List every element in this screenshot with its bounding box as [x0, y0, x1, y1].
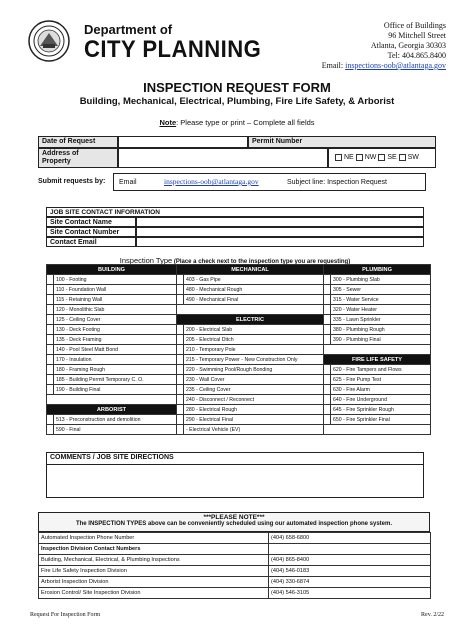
footer-right: Rev. 2/22 [421, 612, 444, 618]
fire-checkbox[interactable] [324, 375, 331, 385]
plumbing-header: PLUMBING [324, 265, 431, 275]
building-item: 135 - Deck Framing [54, 335, 177, 345]
building-item: 180 - Framing Rough [54, 365, 177, 375]
phone-number: (404) 546-0183 [269, 566, 431, 577]
permit-label-cell: Permit Number [248, 136, 436, 148]
building-checkbox[interactable] [47, 295, 54, 305]
electric-checkbox[interactable] [177, 405, 184, 415]
contact-row-name [46, 217, 424, 227]
arborist-item: 513 - Preconstruction and demolition [54, 415, 177, 425]
building-item: 120 - Monolithic Slab [54, 305, 177, 315]
phone-number: (404) 546-3105 [269, 588, 431, 599]
inspection-title-bold: Inspection Type [119, 256, 173, 265]
contact-number-input[interactable] [136, 227, 424, 237]
fire-item: 620 - Fire Tampers and Flows [331, 365, 431, 375]
footer-left: Request For Inspection Form [30, 612, 101, 618]
electric-checkbox[interactable] [177, 335, 184, 345]
phone-row-label: Erosion Control/ Site Inspection Division [39, 588, 269, 599]
electric-checkbox[interactable] [177, 425, 184, 435]
phone-number: (404) 658-6800 [269, 533, 431, 544]
office-email-label: Email: [321, 61, 344, 70]
phone-row-label: Building, Mechanical, Electrical, & Plumbing Inspections [39, 555, 269, 566]
building-checkbox[interactable] [47, 385, 54, 395]
date-input[interactable] [118, 136, 248, 148]
arborist-header: ARBORIST [47, 405, 177, 415]
direction-ne[interactable]: NE [335, 154, 354, 161]
arborist-checkbox[interactable] [47, 415, 54, 425]
plumbing-item: 335 - Lawn Sprinkler [331, 315, 431, 325]
mechanical-header: MECHANICAL [177, 265, 324, 275]
blank-cell [177, 305, 324, 315]
checkbox-icon [335, 154, 342, 161]
blank-cell [47, 395, 177, 405]
electric-item: 230 - Wall Cover [184, 375, 324, 385]
fire-checkbox[interactable] [324, 395, 331, 405]
phone-row-label: Fire Life Safety Inspection Division [39, 566, 269, 577]
building-checkbox[interactable] [47, 275, 54, 285]
electric-header: ELECTRIC [177, 315, 324, 325]
direction-selector [328, 148, 436, 168]
electric-item: 290 - Electrical Final [184, 415, 324, 425]
contact-number-label: Site Contact Number [46, 227, 136, 237]
plumbing-checkbox[interactable] [324, 295, 331, 305]
contact-name-input[interactable] [136, 217, 424, 227]
building-checkbox[interactable] [47, 335, 54, 345]
submit-email-label: Email [119, 179, 137, 186]
plumbing-checkbox[interactable] [324, 285, 331, 295]
contact-email-input[interactable] [136, 237, 424, 247]
direction-se[interactable]: SE [378, 154, 396, 161]
plumbing-checkbox[interactable] [324, 315, 331, 325]
direction-nw[interactable]: NW [356, 154, 377, 161]
building-checkbox[interactable] [47, 375, 54, 385]
department-name-line1: Department of [84, 22, 173, 37]
inspection-table [46, 264, 431, 435]
contact-row-number [46, 227, 424, 237]
building-checkbox[interactable] [47, 345, 54, 355]
form-title: INSPECTION REQUEST FORM [143, 80, 331, 95]
plumbing-item: 320 - Water Heater [331, 305, 431, 315]
phone-row [39, 533, 431, 544]
inspection-title-note: (Place a check next to the inspection type you are requesting) [172, 259, 351, 265]
arborist-item: 590 - Final [54, 425, 177, 435]
mechanical-item: 490 - Mechanical Final [184, 295, 324, 305]
building-checkbox[interactable] [47, 355, 54, 365]
mechanical-checkbox[interactable] [177, 285, 184, 295]
electric-checkbox[interactable] [177, 325, 184, 335]
checkbox-icon [378, 154, 385, 161]
fire-item: 640 - Fire Underground [331, 395, 431, 405]
contact-row-email [46, 237, 424, 247]
submit-email-box [113, 173, 426, 191]
direction-sw[interactable]: SW [399, 154, 419, 161]
phone-row-label: Inspection Division Contact Numbers [39, 544, 269, 555]
department-name-line2: CITY PLANNING [84, 36, 262, 63]
mechanical-item: 480 - Mechanical Rough [184, 285, 324, 295]
electric-checkbox[interactable] [177, 355, 184, 365]
plumbing-item: 305 - Sewer [331, 285, 431, 295]
fire-header: FIRE LIFE SAFETY [324, 355, 431, 365]
address-label-cell [38, 148, 118, 168]
electric-checkbox[interactable] [177, 395, 184, 405]
request-table [38, 136, 436, 168]
blank-cell [324, 345, 431, 355]
plumbing-checkbox[interactable] [324, 325, 331, 335]
fire-checkbox[interactable] [324, 415, 331, 425]
note-label: Note [159, 118, 177, 127]
blank-cell [324, 425, 431, 435]
contact-name-label: Site Contact Name [46, 217, 136, 227]
fire-item: 625 - Fire Pump Test [331, 375, 431, 385]
building-item: 100 - Footing [54, 275, 177, 285]
submit-email-link[interactable]: inspections-oob@atlantaga.gov [164, 177, 259, 186]
building-item: 125 - Ceiling Cover [54, 315, 177, 325]
submit-label: Submit requests by: [38, 178, 106, 185]
building-item: 130 - Deck Footing [54, 325, 177, 335]
please-note-box [38, 512, 430, 532]
electric-item: 215 - Temporary Power - New Construction Only [184, 355, 324, 365]
phone-row [39, 544, 431, 555]
electric-checkbox[interactable] [177, 365, 184, 375]
form-subtitle: Building, Mechanical, Electrical, Plumbing, Fire Life Safety, & Arborist [79, 96, 395, 107]
building-checkbox[interactable] [47, 315, 54, 325]
electric-item: 280 - Electrical Rough [184, 405, 324, 415]
office-email-link[interactable]: inspections-oob@atlantaga.gov [345, 61, 446, 70]
plumbing-checkbox[interactable] [324, 305, 331, 315]
electric-checkbox[interactable] [177, 415, 184, 425]
fire-checkbox[interactable] [324, 385, 331, 395]
plumbing-item: 390 - Plumbing Final [331, 335, 431, 345]
building-item: 185 - Building Permit Temporary C. O. [54, 375, 177, 385]
comments-box[interactable] [46, 452, 424, 498]
phone-row [39, 566, 431, 577]
electric-item: - Electrical Vehicle (EV) [184, 425, 324, 435]
note-text: : Please type or print – Complete all fields [176, 118, 315, 127]
submit-subject: Subject line: Inspection Request [287, 179, 388, 186]
phone-row [39, 577, 431, 588]
office-address [322, 21, 446, 71]
building-item: 140 - Pool Steel Matt Bond [54, 345, 177, 355]
electric-item: 235 - Ceiling Cover [184, 385, 324, 395]
comments-header: COMMENTS / JOB SITE DIRECTIONS [50, 454, 174, 461]
electric-item: 200 - Electrical Slab [184, 325, 324, 335]
plumbing-item: 315 - Water Service [331, 295, 431, 305]
phone-row [39, 588, 431, 599]
note-line [0, 118, 474, 127]
building-item: 110 - Foundation Wall [54, 285, 177, 295]
phone-row-label: Automated Inspection Phone Number [39, 533, 269, 544]
building-item: 170 - Insulation [54, 355, 177, 365]
plumbing-item: 300 - Plumbing Slab [331, 275, 431, 285]
phone-number: (404) 865-8400 [269, 555, 431, 566]
checkbox-icon [399, 154, 406, 161]
phone-number: (404) 330-6874 [269, 577, 431, 588]
building-item: 115 - Retaining Wall [54, 295, 177, 305]
electric-item: 210 - Temporary Pole [184, 345, 324, 355]
building-header: BUILDING [47, 265, 177, 275]
mechanical-checkbox[interactable] [177, 295, 184, 305]
electric-item: 240 - Disconnect / Reconnect [184, 395, 324, 405]
plumbing-item: 380 - Plumbing Rough [331, 325, 431, 335]
office-name: Office of Buildings [383, 21, 446, 30]
electric-checkbox[interactable] [177, 385, 184, 395]
office-street: 96 Mitchell Street [388, 31, 446, 40]
city-seal [28, 20, 70, 62]
fire-checkbox[interactable] [324, 365, 331, 375]
building-checkbox[interactable] [47, 285, 54, 295]
phone-row [39, 555, 431, 566]
office-email-row [322, 61, 446, 71]
date-label-cell: Date of Request [38, 136, 118, 148]
contact-table [46, 207, 424, 247]
please-note-line: The INSPECTION TYPES above can be conveniently scheduled using our automated inspection phone system. [75, 521, 393, 527]
contact-header: JOB SITE CONTACT INFORMATION [46, 207, 424, 217]
office-city: Atlanta, Georgia 30303 [370, 41, 446, 50]
address-label-line1: Address of [42, 150, 79, 157]
address-label-line2: Property [42, 158, 71, 165]
arborist-checkbox[interactable] [47, 425, 54, 435]
checkbox-icon [356, 154, 363, 161]
electric-item: 205 - Electrical Ditch [184, 335, 324, 345]
phone-row-label: Arborist Inspection Division [39, 577, 269, 588]
phone-table [38, 532, 431, 599]
phone-number [269, 544, 431, 555]
building-checkbox[interactable] [47, 325, 54, 335]
please-note-title: ***PLEASE NOTE*** [203, 514, 265, 521]
fire-item: 645 - Fire Sprinkler Rough [331, 405, 431, 415]
building-checkbox[interactable] [47, 365, 54, 375]
mechanical-checkbox[interactable] [177, 275, 184, 285]
electric-item: 220 - Swimming Pool/Rough Bonding [184, 365, 324, 375]
building-item: 190 - Building Final [54, 385, 177, 395]
mechanical-item: 403 - Gas Pipe [184, 275, 324, 285]
office-tel: Tel: 404.865.8400 [387, 51, 446, 60]
contact-email-label: Contact Email [46, 237, 136, 247]
fire-checkbox[interactable] [324, 405, 331, 415]
fire-item: 650 - Fire Sprinkler Final [331, 415, 431, 425]
plumbing-checkbox[interactable] [324, 275, 331, 285]
electric-checkbox[interactable] [177, 345, 184, 355]
building-checkbox[interactable] [47, 305, 54, 315]
fire-item: 630 - Fire Alarm [331, 385, 431, 395]
address-input[interactable] [118, 148, 328, 168]
electric-checkbox[interactable] [177, 375, 184, 385]
plumbing-checkbox[interactable] [324, 335, 331, 345]
